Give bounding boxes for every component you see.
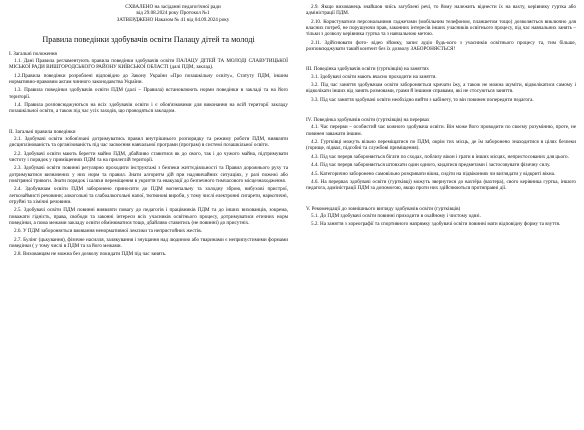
section-heading: І. Загальні положення (9, 50, 57, 57)
paragraph: 2.5. Здобувачі освіти ПДМ повинні виявляти повагу до педагогів і працівників ПДМ та до інших вихованців, зокрема, поважати гідність, права, свободи та законні інтереси всіх учасників освітнього процесу, дотримуватися етичних норм поведінки, а пома межами закладу освіти обмінюватися тощо, дбайливо ставитись (не повинні) до присутніх. (9, 207, 288, 226)
section-general-rules (9, 129, 288, 258)
paragraph: 1.3. Правила поведінки здобувачів освіти ПДМ (далі – Правила) встановлюють норми поведінки в закладі та на його території. (9, 87, 288, 100)
section-continued (306, 4, 576, 52)
paragraph: 2.9. Якщо вихованець знайшов чиїсь загублені речі, то йому належить віднести їх на вахту, керівнику гуртка або адміністрації ПДМ. (306, 4, 576, 17)
spacer (306, 194, 576, 204)
paragraph: 1.2.Правила поведінки розроблені відповідно до Закону України «Про позашкільну освіту», Статуту ПДМ, іншим нормативно-правовим актам чинного законодавства України. (9, 72, 288, 85)
paragraph: 5.1. До ПДМ здобувачі освіти повинні приходити в охайному і чистому одязі. (311, 213, 481, 219)
paragraph: 2.11. Здійснювати фото- відео зйомку, запис аудіо будь-кого з учасників освітнього процесу та, тим більше, розповсюджувати такий контент без їх дозволу ЗАБОРОНЯЄТЬСЯ! (306, 39, 576, 52)
section-appearance (306, 206, 576, 228)
section-heading: ІІ. Загальні правила поведінки (9, 128, 76, 135)
left-column (9, 4, 288, 260)
paragraph: 2.2. Здобувачі освіти мають берегти майно ПДМ, дбайливо ставитися як до свого, так і до чужого майна, підтримувати чистоту і порядок у приміщеннях ПДМ та на прилеглій території. (9, 150, 288, 163)
approval-line: СХВАЛЕНО на засіданні педагогічної ради (125, 4, 221, 10)
document-title: Правила поведінки здобувачів освіти Палацу дітей та молоді (42, 34, 255, 44)
paragraph: 4.3. Під час перерв забороняється бігати по сходах, поблизу вікон і грати в інших місцях, непристосованих для цього. (311, 153, 569, 160)
paragraph: 4.4. Під час перерв забороняється штовхати один одного, кидатися предметами і застосовувати фізичну силу. (311, 162, 551, 169)
paragraph: 2.10. Користуватися персональними гаджетами (мобільним телефоном, планшетом тощо) дозволяється виключно для власних потреб, не порушуючи прав, законних інтересів інших учасників освітнього процесу, під час навчальних занять – тільки з дозволу керівника гуртка та з навчальною метою. (306, 18, 576, 38)
paragraph: 5.2. На заняття з хореографії та спортивного напрямку здобувачі освіти повинні мати відповідну форму та взуття. (311, 221, 561, 228)
section-heading: ІІІ. Поведінка здобувачів освіти (гуртківців) на заняттях (306, 66, 429, 73)
paragraph: 1.4. Правила розповсюджуються на всіх здобувачів освіти і є обов'язковими для виконання на всій території закладу позашкільної освіти, а також під час усіх заходів, що проводяться закладом. (9, 102, 288, 115)
spacer (306, 105, 576, 115)
approval-line: ЗАТВЕРДЖЕНО Наказом № 41 від 04.09.2024 року (116, 16, 230, 23)
section-heading: V. Рекомендації до зовнішнього вигляду здобувачів освіти (гуртківців) (306, 205, 461, 212)
paragraph: 2.6. У ПДМ забороняється вживання ненормативної лексики та непристойних жестів. (14, 228, 202, 235)
paragraph: 4.6. На перервах здобувачі освіти (гуртківці) можуть звернутися до вахтёра (вахтера), свого керівника гуртка, іншого педагога, адміністрації ПДМ за допомогою, якщо проти них здійснюються протиправні дії. (306, 179, 576, 192)
section-lessons (306, 66, 576, 103)
paragraph: 4.2. Гуртківці можуть вільно переміщатися по ПДМ, окрім тих місць, де їм заборонено знаходитися в цілях безпеки (горище, підвал, підсобні та службові приміщення). (306, 139, 576, 152)
paragraph: 2.4. Здобувачам освіти ПДМ заборонено приносити до ПДМ вогнепальну та холодну зброю, вибухові пристрої, легкозаймисті речовини; алкогольні та слабоалкогольні напої, тютюнові вироби, у тому числі електронні сигарети, наркотичні, отруйні та хімічні речовини. (9, 186, 288, 205)
section-heading: IV. Поведінка здобувачів освіти (гуртківців) на перервах (306, 117, 430, 124)
section-breaks (306, 117, 576, 191)
approval-line: від 29.08.2024 року Протокол №1 (136, 10, 210, 17)
paragraph: 3.3. Під час заняття здобувачі освіти необхідно вийти з кабінету, то він повинен попередити педагога. (311, 96, 534, 103)
paragraph: 4.5. Категорично заборонено самовільно розкривати вікна, сидіти на підвіконнях чи виглядати у відкриті вікна. (311, 170, 556, 177)
spacer (306, 54, 576, 64)
paragraph: 3.2. Під час заняття здобувачам освіти забороняється кричати їжу, а також не можна шуміти, відволікатися самому і відволікати інших від занять розмовами, грами й іншими справами, які не стосуються заняття. (306, 82, 576, 95)
approval-stamp (9, 4, 268, 23)
paragraph: 3.1. Здобувачі освіти мають вчасно проходити на заняття. (311, 73, 437, 80)
paragraph: 1.1. Дані Правила регламентують правила поведінки здобувачів освіти ПАЛАЦУ ДІТЕЙ ТА МОЛОДІ СЛАВУТИЦЬКОЇ МІСЬКОЇ РАДИ ВИШГОРОДСЬКОГО РАЙОНУ КИЇВСЬКОЇ ОБЛАСТІ (далі ПДМ, заклад). (9, 58, 288, 71)
paragraph: 2.8. Вихованцям не можна без дозволу покидати ПДМ під час занять. (14, 251, 167, 258)
paragraph: 4.1. Час перерви – особистий час кожного здобувача освіти. Він може його проводити по своєму розумінню, проте, не повинен заважати іншим. (306, 124, 576, 137)
paragraph: 2.7. Булінг (цькування), фізичне насилля, залякування і знущання над людиною або тваринами є неприпустимими формами поведінки ( у тому числі в ПДМ та за його межами. (9, 236, 288, 249)
paragraph: 2.3. Здобувачі освіти повинні регулярно проходити інструктажі з безпеки життєдіяльності та Правил дорожнього руху та дотримуватися визначених у них норм та правил. Знати алгоритм дій при надзвичайних ситуаціях, у разі пожежі або повітряної тривоги. Знати порядок і шляхи переміщення в укриття та евакуації до безпечного тимчасового місцезнаходження. (9, 165, 288, 184)
spacer (9, 117, 288, 127)
paragraph: 2.1. Здобувачі освіти зобов'язані дотримуватись правил внутрішнього розпорядку та режиму роботи ПДМ, виявляти дисциплінованість та організованість під час засвоєння навчальної програми (програм) в системі позашкільної освіти. (9, 136, 288, 149)
section-general (9, 51, 288, 115)
right-column (306, 4, 576, 230)
